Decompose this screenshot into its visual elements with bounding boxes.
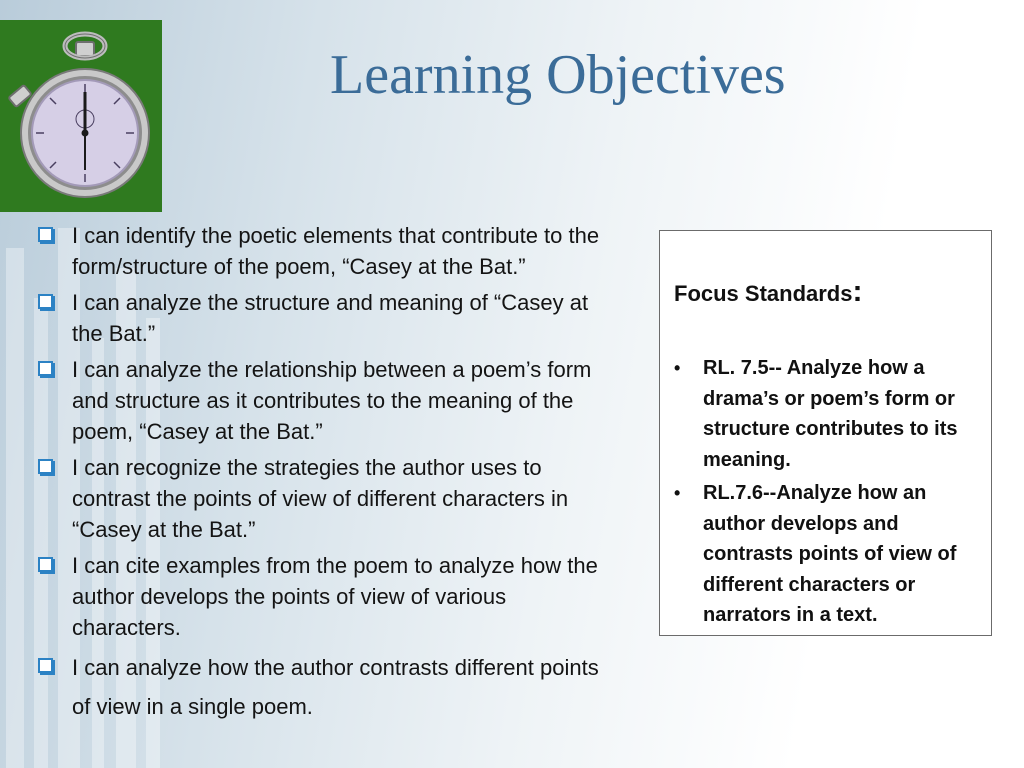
objective-item: [30, 452, 620, 545]
objective-text: I can analyze the relationship between a poem’s form and structure as it contributes to the meaning of the poem, “Casey at the Bat.”: [72, 357, 592, 444]
focus-standards-heading: [674, 275, 862, 309]
focus-standards-heading-colon: :: [852, 275, 863, 308]
hollow-square-bullet-icon: [38, 459, 53, 474]
focus-standards-list: [674, 353, 986, 634]
objective-text: I can analyze the structure and meaning of “Casey at the Bat.”: [72, 290, 589, 346]
focus-standards-box: [659, 230, 992, 636]
standard-item: [674, 478, 986, 631]
bullet-dot-icon: •: [674, 483, 681, 503]
objective-item: [30, 220, 620, 282]
standard-text: RL. 7.5-- Analyze how a drama’s or poem’s form or structure contributes to its meaning.: [703, 357, 958, 471]
objective-item: [30, 287, 620, 349]
focus-standards-heading-text: Focus Standards: [674, 281, 853, 306]
objective-text: I can recognize the strategies the author uses to contrast the points of view of different characters in “Casey at the Bat.”: [72, 455, 569, 542]
hollow-square-bullet-icon: [38, 658, 53, 673]
stopwatch-icon: [0, 20, 162, 212]
hollow-square-bullet-icon: [38, 227, 53, 242]
objective-text: I can identify the poetic elements that contribute to the form/structure of the poem, “Casey at the Bat.”: [72, 223, 600, 279]
standard-item: [674, 353, 986, 475]
objective-text: I can analyze how the author contrasts different points of view in a single poem.: [72, 655, 599, 719]
hollow-square-bullet-icon: [38, 361, 53, 376]
hollow-square-bullet-icon: [38, 294, 53, 309]
objective-item: [30, 550, 620, 643]
stopwatch-clipart: [0, 20, 162, 212]
objective-text: I can cite examples from the poem to analyze how the author develops the points of view of various characters.: [72, 553, 598, 640]
objective-item: [30, 648, 620, 726]
objective-item: [30, 354, 620, 447]
learning-objectives-list: [30, 220, 620, 731]
standard-text: RL.7.6--Analyze how an author develops and contrasts points of view of different characters or narrators in a text.: [703, 482, 957, 626]
bullet-dot-icon: •: [674, 358, 681, 378]
slide-title: Learning Objectives: [330, 44, 786, 106]
hollow-square-bullet-icon: [38, 557, 53, 572]
